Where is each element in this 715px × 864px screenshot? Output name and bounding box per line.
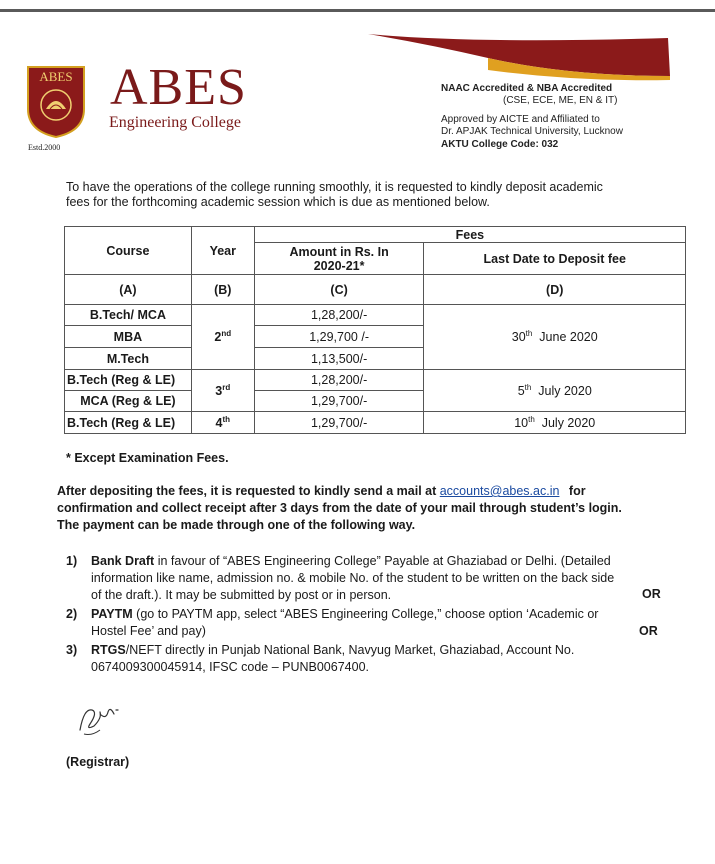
row-amount: 1,29,700/- <box>254 391 424 412</box>
date-day: 10 <box>514 415 529 430</box>
seal-lettering: ABES <box>39 69 73 84</box>
year-cell <box>191 305 254 370</box>
header-amount <box>254 243 424 275</box>
row-amount: 1,13,500/- <box>254 348 424 370</box>
date-rest: June 2020 <box>539 330 598 344</box>
year-cell <box>191 370 254 412</box>
instructions-paragraph <box>57 483 697 534</box>
year-suffix: rd <box>222 382 231 392</box>
college-name: ABES <box>110 59 247 116</box>
intro-line-2: fees for the forthcoming academic session which is due as mentioned below. <box>66 195 490 209</box>
date-cell <box>424 370 686 412</box>
payment-option-paytm <box>66 606 666 640</box>
year-cell <box>191 412 254 434</box>
date-cell <box>424 412 686 434</box>
col-label-d: (D) <box>424 275 686 305</box>
accounts-email-link[interactable]: accounts@abes.ac.in <box>439 484 560 498</box>
registrar-signature-icon <box>70 700 128 740</box>
option-line-2: information like name, admission no. & mobile No. of the student to be written on the back side <box>91 571 615 585</box>
option-line-2: Hostel Fee’ and pay) <box>91 624 206 638</box>
header-amount-line-2: 2020-21* <box>313 258 365 273</box>
option-method: PAYTM <box>91 607 133 621</box>
row-amount: 1,29,700/- <box>254 412 424 434</box>
row-amount: 1,28,200/- <box>254 370 424 391</box>
header-course: Course <box>65 227 192 275</box>
header-amount-line-1: Amount in Rs. In <box>289 244 389 259</box>
option-method: RTGS <box>91 643 126 657</box>
header-year: Year <box>191 227 254 275</box>
accreditation-line: NAAC Accredited & NBA Accredited <box>441 83 613 94</box>
approval-line-2: Dr. APJAK Technical University, Lucknow <box>441 126 623 137</box>
payment-option-rtgs <box>66 642 666 676</box>
date-suffix: th <box>525 328 533 338</box>
payment-option-bank-draft <box>66 553 666 604</box>
instructions-text: After depositing the fees, it is requested to kindly send a mail at <box>57 484 437 498</box>
or-label: OR <box>642 587 661 601</box>
instructions-text-end: for <box>568 484 586 498</box>
date-suffix: th <box>528 414 535 424</box>
year-suffix: nd <box>221 328 232 338</box>
option-number: 3) <box>66 643 78 657</box>
row-course: MCA (Reg & LE) <box>65 391 192 412</box>
college-subtitle: Engineering College <box>109 114 241 131</box>
option-line-3: of the draft.). It may be submitted by post or in person. <box>91 588 392 602</box>
header-last-date: Last Date to Deposit fee <box>424 243 686 275</box>
option-method: Bank Draft <box>91 554 155 568</box>
option-line-1 <box>91 553 666 570</box>
option-text: /NEFT directly in Punjab National Bank, Navyug Market, Ghaziabad, Account No. <box>125 643 575 657</box>
row-course: B.Tech (Reg & LE) <box>65 370 192 391</box>
option-text: (go to PAYTM app, select “ABES Engineering College,” choose option ‘Academic or <box>132 607 599 621</box>
instructions-line-2: confirmation and collect receipt after 3 days from the date of your mail through student’s login. <box>57 501 622 515</box>
option-number: 1) <box>66 554 78 568</box>
instructions-line-1 <box>57 483 697 500</box>
row-amount: 1,29,700 /- <box>254 326 424 348</box>
approval-line-1: Approved by AICTE and Affiliated to <box>441 114 600 125</box>
date-cell <box>424 305 686 370</box>
row-course: B.Tech (Reg & LE) <box>65 412 192 434</box>
option-line-1 <box>91 606 666 623</box>
date-day: 5 <box>517 383 525 398</box>
header-swoosh <box>368 30 670 82</box>
or-label: OR <box>639 624 658 638</box>
date-rest: July 2020 <box>541 415 596 430</box>
option-line-2: 0674009300045914, IFSC code – PUNB0067400. <box>91 660 369 674</box>
row-course: M.Tech <box>65 348 192 370</box>
branches-line: (CSE, ECE, ME, EN & IT) <box>503 95 618 106</box>
instructions-line-3: The payment can be made through one of the following way. <box>57 518 416 532</box>
row-amount: 1,28,200/- <box>254 305 424 326</box>
top-rule <box>0 9 715 12</box>
header-fees: Fees <box>254 227 685 243</box>
established-year: Estd.2000 <box>28 143 61 152</box>
option-line-1 <box>91 642 666 659</box>
registrar-label: (Registrar) <box>66 755 130 769</box>
year-suffix: th <box>222 414 231 424</box>
year-number: 4 <box>215 415 223 430</box>
option-text: in favour of “ABES Engineering College” Payable at Ghaziabad or Delhi. (Detailed <box>154 554 611 568</box>
intro-line-1: To have the operations of the college running smoothly, it is requested to kindly deposit academic <box>66 180 603 194</box>
col-label-c: (C) <box>254 275 424 305</box>
date-day: 30 <box>511 330 526 344</box>
col-label-b: (B) <box>191 275 254 305</box>
row-course: MBA <box>65 326 192 348</box>
fee-note: * Except Examination Fees. <box>66 451 229 465</box>
year-number: 2 <box>214 330 222 344</box>
col-label-a: (A) <box>65 275 192 305</box>
date-suffix: th <box>524 382 532 392</box>
college-seal-icon <box>26 65 86 139</box>
date-rest: July 2020 <box>538 383 592 398</box>
college-code: AKTU College Code: 032 <box>441 139 559 150</box>
option-number: 2) <box>66 607 78 621</box>
intro-paragraph <box>66 180 666 210</box>
row-course: B.Tech/ MCA <box>65 305 192 326</box>
year-number: 3 <box>215 383 223 398</box>
fee-table <box>64 226 686 434</box>
